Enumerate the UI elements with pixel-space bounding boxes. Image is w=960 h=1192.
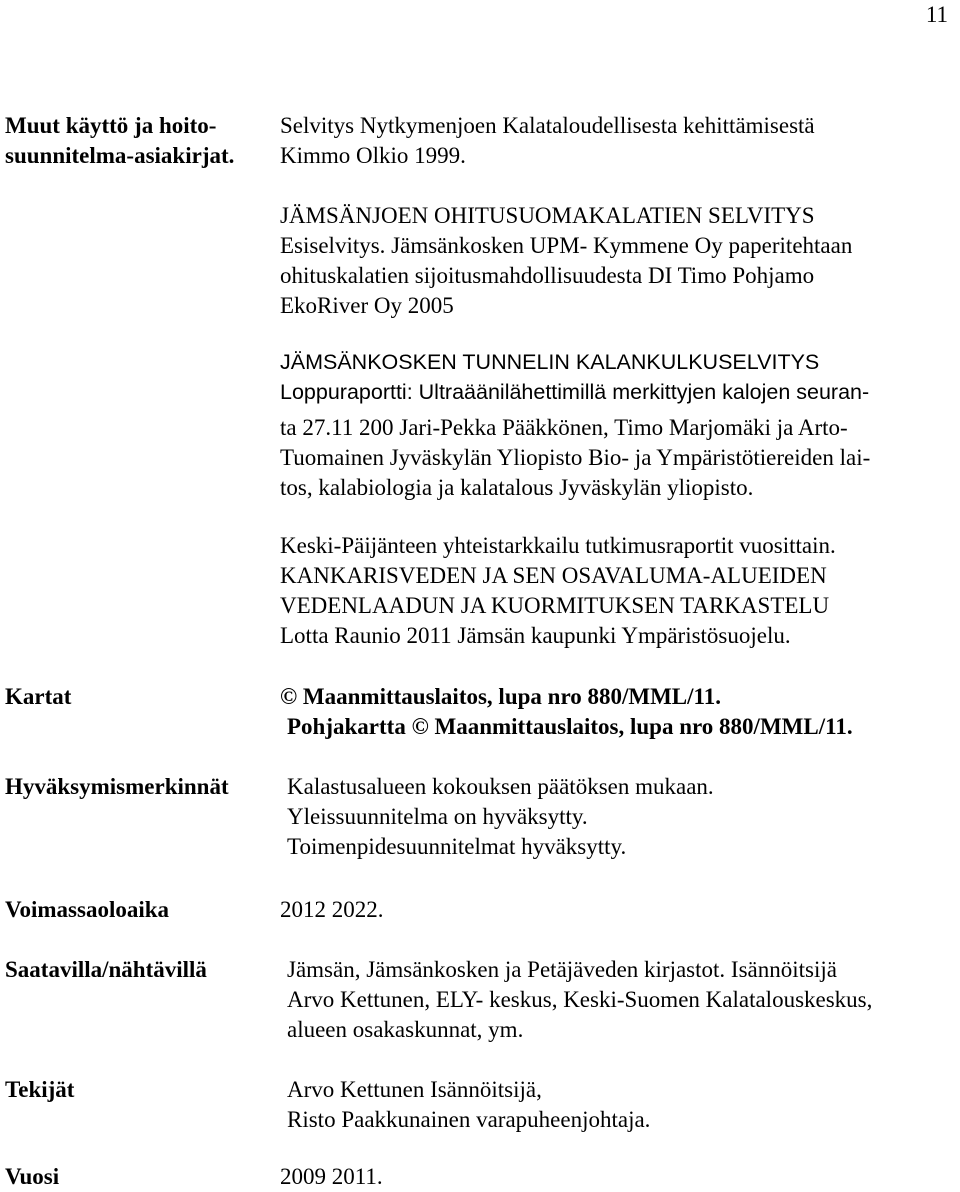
text-line: ohituskalatien sijoitusmahdollisuudesta DI Timo Pohjamo bbox=[280, 263, 815, 288]
maps-credits bbox=[280, 682, 853, 742]
text-line: Arvo Kettunen Isännöitsijä, bbox=[287, 1077, 542, 1102]
paragraph-nytkymenjoki bbox=[280, 111, 815, 171]
text-line: KANKARISVEDEN JA SEN OSAVALUMA-ALUEIDEN bbox=[280, 563, 827, 588]
paragraph-jamsanjoki bbox=[280, 201, 852, 321]
page-number: 11 bbox=[925, 2, 948, 27]
text-line: Pohjakartta © Maanmittauslaitos, lupa nro 880/MML/11. bbox=[287, 714, 853, 739]
text-line: Lotta Raunio 2011 Jämsän kaupunki Ympäristösuojelu. bbox=[280, 623, 791, 648]
section-label-authors: Tekijät bbox=[5, 1077, 75, 1102]
text-line: JÄMSÄNKOSKEN TUNNELIN KALANKULKUSELVITYS bbox=[280, 350, 820, 374]
text-line: Kimmo Olkio 1999. bbox=[280, 143, 466, 168]
text-line: JÄMSÄNJOEN OHITUSUOMAKALATIEN SELVITYS bbox=[280, 203, 815, 228]
text-line: Yleissuunnitelma on hyväksytty. bbox=[287, 804, 588, 829]
text-line: Esiselvitys. Jämsänkosken UPM- Kymmene Oy paperitehtaan bbox=[280, 233, 853, 258]
approvals-text bbox=[287, 772, 714, 862]
authors-text bbox=[287, 1075, 650, 1135]
section-label-validity: Voimassaoloaika bbox=[5, 897, 170, 922]
paragraph-keski-paijanne bbox=[280, 531, 836, 651]
text-line: Risto Paakkunainen varapuheenjohtaja. bbox=[287, 1107, 651, 1132]
text-line: Toimenpidesuunnitelmat hyväksytty. bbox=[287, 834, 627, 859]
text-line: alueen osakaskunnat, ym. bbox=[287, 1017, 524, 1042]
section-label-maps: Kartat bbox=[5, 684, 72, 709]
text-line: Arvo Kettunen, ELY- keskus, Keski-Suomen Kalatalouskeskus, bbox=[287, 987, 873, 1012]
section-label-availability: Saatavilla/nähtävillä bbox=[5, 957, 207, 982]
year-value: 2009 2011. bbox=[280, 1164, 383, 1189]
label-line: Muut käyttö ja hoito- bbox=[5, 113, 217, 138]
text-line: EkoRiver Oy 2005 bbox=[280, 293, 454, 318]
text-line: Kalastusalueen kokouksen päätöksen mukaan. bbox=[287, 774, 714, 799]
availability-text bbox=[287, 955, 872, 1045]
text-line: Selvitys Nytkymenjoen Kalataloudellisesta kehittämisestä bbox=[280, 113, 815, 138]
paragraph-tunneli bbox=[280, 347, 869, 407]
text-line: © Maanmittauslaitos, lupa nro 880/MML/11. bbox=[280, 684, 722, 709]
text-line: tos, kalabiologia ja kalatalous Jyväskylän yliopisto. bbox=[280, 475, 754, 500]
text-line: Tuomainen Jyväskylän Yliopisto Bio- ja Ympäristötiereiden lai- bbox=[280, 445, 871, 470]
section-label-other-documents bbox=[5, 111, 234, 171]
paragraph-tunneli-authors bbox=[280, 413, 870, 503]
text-line: Keski-Päijänteen yhteistarkkailu tutkimusraportit vuosittain. bbox=[280, 533, 836, 558]
text-line: Jämsän, Jämsänkosken ja Petäjäveden kirjastot. Isännöitsijä bbox=[287, 957, 837, 982]
label-line: suunnitelma-asiakirjat. bbox=[5, 143, 235, 168]
validity-value: 2012 2022. bbox=[280, 897, 384, 922]
text-line: VEDENLAADUN JA KUORMITUKSEN TARKASTELU bbox=[280, 593, 830, 618]
section-label-approvals: Hyväksymismerkinnät bbox=[5, 774, 229, 799]
section-label-year: Vuosi bbox=[5, 1164, 60, 1189]
text-line: Loppuraportti: Ultraäänilähettimillä merkittyjen kalojen seuran- bbox=[280, 380, 870, 404]
text-line: ta 27.11 200 Jari-Pekka Pääkkönen, Timo Marjomäki ja Arto- bbox=[280, 415, 848, 440]
